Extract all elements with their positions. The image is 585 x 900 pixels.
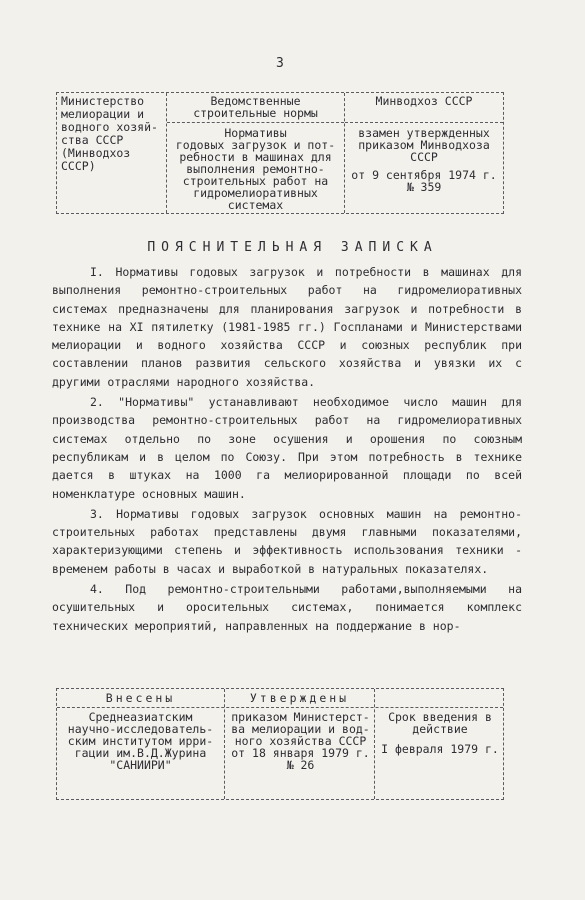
effective-label: Срок введения в bbox=[388, 710, 492, 724]
replaces-line: СССР bbox=[410, 150, 438, 164]
agency-cell bbox=[345, 93, 503, 213]
effective-label: действие bbox=[412, 722, 468, 736]
replaces-date: от 9 сентября 1974 г. bbox=[351, 168, 497, 182]
footer-table bbox=[56, 688, 504, 800]
norm-type-line: Ведомственные bbox=[210, 94, 301, 108]
introduced-line: Среднеазиатским bbox=[88, 710, 193, 724]
effective-info bbox=[375, 707, 503, 755]
norms-cell bbox=[167, 93, 345, 213]
introduced-line: научно-исследователь- bbox=[67, 722, 214, 736]
issuer-line: ства СССР bbox=[61, 133, 124, 147]
header-table bbox=[56, 92, 504, 214]
replaces-info bbox=[345, 123, 503, 193]
issuer-cell bbox=[57, 93, 167, 213]
introduced-by bbox=[57, 707, 224, 771]
effective-date: I февраля 1979 г. bbox=[381, 742, 499, 756]
doc-title-line: строительных работ на bbox=[182, 174, 329, 188]
replaces-line: взамен утвержденных bbox=[358, 126, 490, 140]
approved-cell bbox=[225, 689, 375, 799]
approved-line: ва мелиорации и вод- bbox=[231, 722, 370, 736]
agency-name bbox=[345, 93, 503, 123]
approved-line: ного хозяйства СССР bbox=[234, 734, 367, 748]
introduced-line: "САНИИРИ" bbox=[109, 758, 172, 772]
doc-title-line: гидромелиоративных bbox=[193, 186, 318, 200]
section-title: ПОЯСНИТЕЛЬНАЯ ЗАПИСКА bbox=[147, 240, 438, 255]
norm-type bbox=[167, 93, 344, 123]
issuer-line: Министерство bbox=[61, 94, 145, 108]
agency-label: Минводхоз СССР bbox=[375, 94, 473, 108]
issuer-line: водного хозяй- bbox=[61, 120, 158, 134]
doc-title-line: годовых загрузок и пот- bbox=[175, 138, 336, 152]
approved-line: № 26 bbox=[286, 758, 315, 772]
norm-type-line: строительные нормы bbox=[193, 106, 318, 120]
approved-header: Утверждены bbox=[249, 691, 350, 705]
page-number: 3 bbox=[276, 56, 284, 71]
introduced-header: Внесены bbox=[105, 691, 176, 705]
approved-line: приказом Министерст- bbox=[231, 710, 370, 724]
issuer-line: мелиорации и bbox=[61, 107, 145, 121]
doc-title-line: выполнения ремонтно- bbox=[186, 162, 325, 176]
paragraph: 2. "Нормативы" устанавливают необходимое число машин для производства ремонтно-строительных работ на гидромелиоративных системах отдельно по зоне осушения и орошения по союзным республикам и в целом по Союзу. При этом потребность в технике дается в штуках на 1000 га мелиорированной площади по всей номенклатуре основных машин. bbox=[52, 395, 522, 501]
replaces-number: № 359 bbox=[406, 180, 442, 194]
doc-title-line: ребности в машинах для bbox=[179, 150, 332, 164]
issuer-line: (Минводхоз bbox=[61, 146, 131, 160]
doc-title bbox=[167, 123, 344, 211]
approved-line: от 18 января 1979 г. bbox=[231, 746, 370, 760]
document-body bbox=[52, 263, 522, 637]
paragraph: I. Нормативы годовых загрузок и потребности в машинах для выполнения ремонтно-строительных работ на гидромелиоративных системах предназначены для планирования загрузок и потребности в технике на XI пятилетку (1981-1985 гг.) Госпланами и Министерствами мелиорации и водного хозяйства СССР и союзных республик при составлении планов развития сельского хозяйства и увязки их с другими отраслями народного хозяйства. bbox=[52, 265, 522, 389]
introduced-line: ским институтом ирри- bbox=[67, 734, 214, 748]
effective-cell bbox=[375, 689, 503, 799]
paragraph: 4. Под ремонтно-строительными работами,выполняемыми на осушительных и оросительных системах, понимается комплекс технических мероприятий, направленных на поддержание в нор- bbox=[52, 582, 522, 633]
introduced-cell bbox=[57, 689, 225, 799]
doc-title-line: Нормативы bbox=[224, 126, 287, 140]
paragraph: 3. Нормативы годовых загрузок основных машин на ремонтно-строительных работах представлены двумя главными показателями, характеризующими степень и эффективность использования техники - временем работы в часах и выработкой в натуральных показателях. bbox=[52, 506, 522, 576]
doc-title-line: системах bbox=[227, 198, 284, 212]
introduced-line: гации им.В.Д.Журина bbox=[74, 746, 207, 760]
approved-by bbox=[225, 707, 374, 771]
replaces-line: приказом Минводхоза bbox=[358, 138, 490, 152]
issuer-line: СССР) bbox=[61, 159, 96, 173]
